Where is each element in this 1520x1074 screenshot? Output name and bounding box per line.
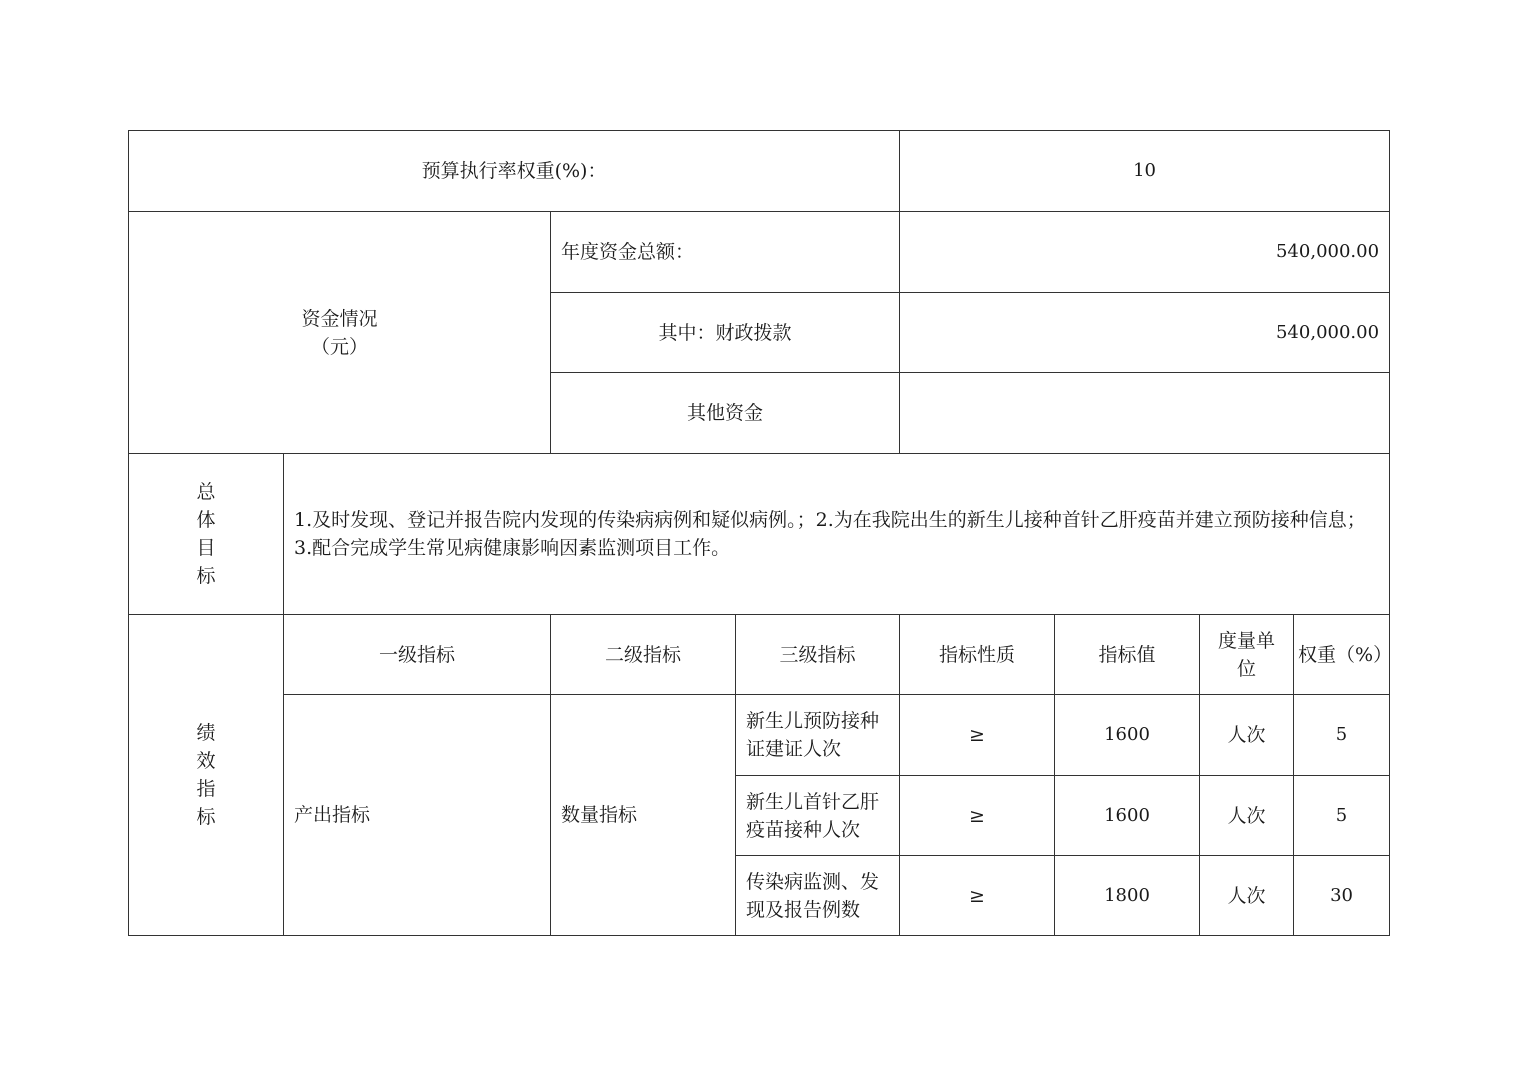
performance-target-table [128, 130, 1393, 936]
indicator-nature: ≥ [900, 695, 1055, 776]
indicator-weight: 5 [1294, 695, 1390, 776]
header-weight: 权重（%） [1294, 615, 1390, 695]
annual-funds-value: 540,000.00 [900, 212, 1390, 293]
annual-funds-label: 年度资金总额： [551, 212, 900, 293]
performance-label [129, 615, 284, 936]
header-nature: 指标性质 [900, 615, 1055, 695]
funds-unit: （元） [310, 335, 368, 358]
level3-indicator: 新生儿首针乙肝疫苗接种人次 [736, 776, 900, 856]
fiscal-funds-label: 其中：财政拨款 [551, 293, 900, 373]
overall-goal-char: 标 [196, 565, 216, 587]
funds-annual-row [129, 212, 1390, 293]
indicator-nature: ≥ [900, 856, 1055, 936]
indicator-header-row [129, 615, 1390, 695]
indicator-unit: 人次 [1200, 695, 1294, 776]
overall-goal-char: 体 [196, 509, 216, 531]
indicator-unit: 人次 [1200, 856, 1294, 936]
fiscal-funds-value: 540,000.00 [900, 293, 1390, 373]
budget-weight-value: 10 [900, 131, 1390, 212]
indicator-nature: ≥ [900, 776, 1055, 856]
level3-indicator: 传染病监测、发现及报告例数 [736, 856, 900, 936]
header-level1: 一级指标 [284, 615, 551, 695]
overall-goal-label [129, 454, 284, 615]
overall-goal-text: 1.及时发现、登记并报告院内发现的传染病病例和疑似病例。；2.为在我院出生的新生儿接种首针乙肝疫苗并建立预防接种信息； 3.配合完成学生常见病健康影响因素监测项目工作。 [284, 454, 1390, 615]
table-row [129, 695, 1390, 776]
funds-label-cell [129, 212, 551, 454]
header-level2: 二级指标 [551, 615, 736, 695]
indicator-weight: 30 [1294, 856, 1390, 936]
level3-indicator: 新生儿预防接种证建证人次 [736, 695, 900, 776]
indicator-value: 1600 [1055, 695, 1200, 776]
performance-char: 指 [196, 778, 216, 800]
indicator-value: 1600 [1055, 776, 1200, 856]
overall-goal-char: 总 [196, 481, 216, 503]
indicator-value: 1800 [1055, 856, 1200, 936]
other-funds-value [900, 373, 1390, 454]
header-level3: 三级指标 [736, 615, 900, 695]
funds-label: 资金情况 [301, 307, 378, 330]
level1-indicator: 产出指标 [284, 695, 551, 936]
header-value: 指标值 [1055, 615, 1200, 695]
indicator-unit: 人次 [1200, 776, 1294, 856]
budget-weight-label: 预算执行率权重(%)： [129, 131, 900, 212]
performance-char: 效 [196, 750, 216, 772]
indicator-weight: 5 [1294, 776, 1390, 856]
overall-goal-row [129, 454, 1390, 615]
budget-weight-row [129, 131, 1390, 212]
performance-char: 绩 [196, 722, 216, 744]
header-unit: 度量单位 [1200, 615, 1294, 695]
performance-char: 标 [196, 806, 216, 828]
overall-goal-char: 目 [196, 537, 216, 559]
level2-indicator: 数量指标 [551, 695, 736, 936]
other-funds-label: 其他资金 [551, 373, 900, 454]
